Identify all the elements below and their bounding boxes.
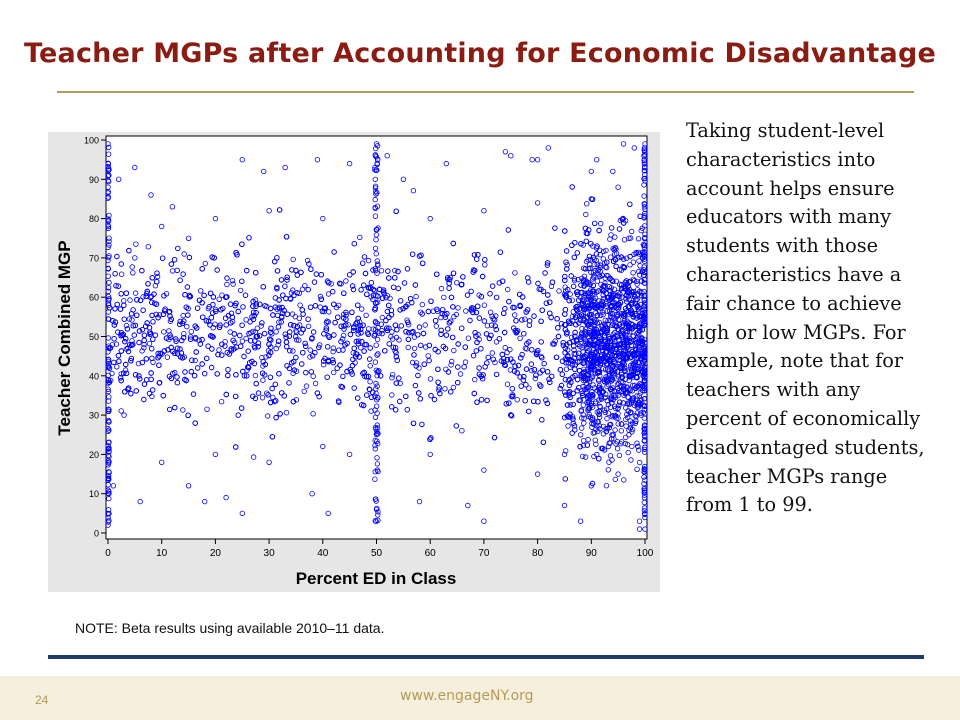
y-tick-label: 0	[93, 528, 99, 539]
x-axis-label: Percent ED in Class	[295, 569, 457, 588]
y-tick-label: 10	[88, 489, 99, 500]
x-tick-label: 50	[370, 548, 383, 559]
website-link[interactable]: www.engageNY.org	[400, 688, 534, 704]
x-tick-label: 0	[105, 548, 111, 559]
y-tick-label: 50	[88, 332, 99, 342]
y-axis-label: Teacher Combined MGP	[55, 240, 74, 436]
x-tick-label: 90	[585, 548, 597, 559]
page-number: 24	[35, 693, 49, 707]
x-tick-label: 60	[424, 548, 436, 559]
x-tick-label: 20	[209, 548, 221, 559]
y-tick-label: 80	[88, 214, 99, 225]
y-tick-label: 60	[88, 292, 99, 303]
explanation-text: Taking student-level characteristics into account helps ensure educators with many students with those characteristics have a fair chance to achieve high or low MGPs. For example, note that for teachers with any percent of economically disadvantaged students, teacher MGPs range from 1 to 99.	[686, 119, 925, 517]
x-tick-label: 10	[156, 548, 168, 559]
x-tick-label: 80	[532, 548, 544, 559]
x-tick-label: 30	[263, 548, 275, 559]
y-tick-label: 20	[88, 449, 99, 460]
title-divider	[57, 91, 914, 93]
y-tick-label: 100	[83, 135, 99, 146]
y-tick-label: 90	[88, 174, 99, 185]
footer-bar	[0, 676, 960, 720]
chart-panel	[48, 132, 660, 592]
y-tick-label: 40	[88, 371, 99, 382]
y-tick-label: 70	[88, 253, 99, 264]
bottom-divider	[48, 655, 924, 659]
x-tick-label: 40	[317, 548, 329, 559]
y-tick-label: 30	[88, 410, 99, 421]
slide-title: Teacher MGPs after Accounting for Economic Disadvantage	[23, 38, 936, 69]
scatter-chart	[48, 132, 660, 592]
x-tick-label: 100	[636, 548, 654, 559]
x-tick-label: 70	[478, 548, 490, 559]
data-note: NOTE: Beta results using available 2010–11 data.	[75, 620, 385, 636]
